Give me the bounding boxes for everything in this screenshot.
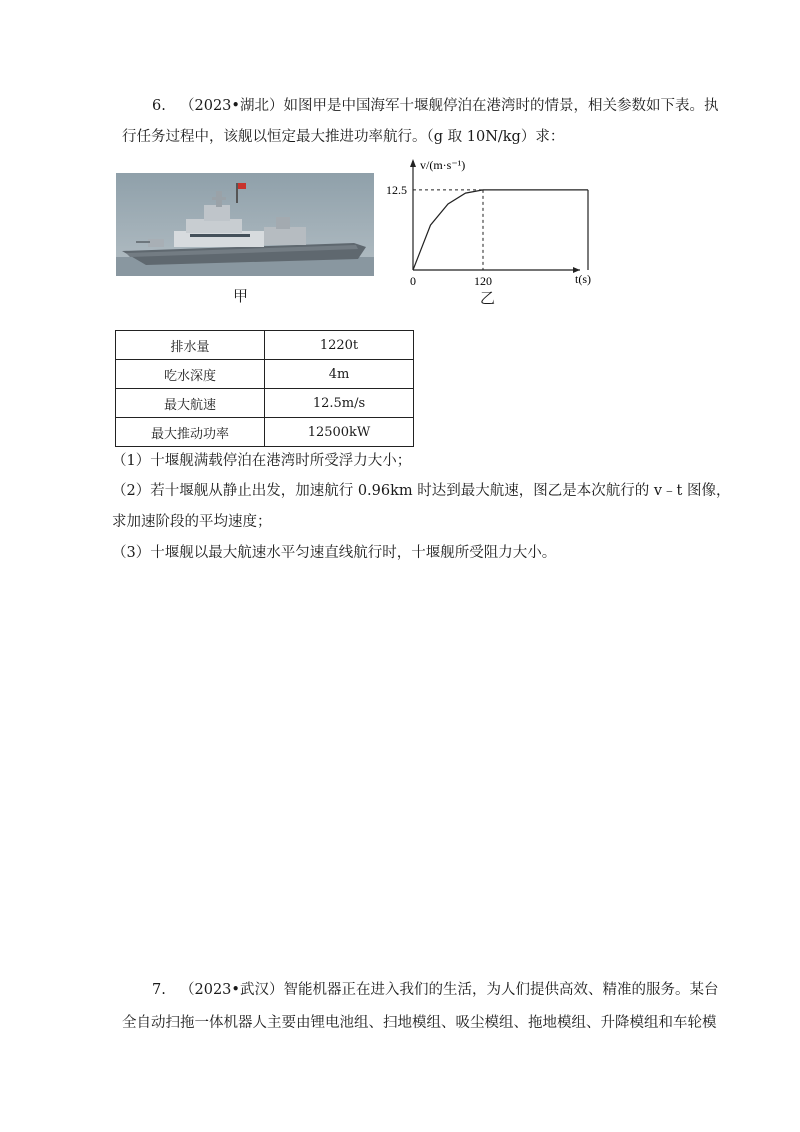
x-tick-label: 120 (474, 274, 492, 288)
q6-number: 6. (152, 98, 166, 114)
table-row (116, 418, 414, 447)
origin-label: 0 (410, 274, 416, 288)
warship-photo (116, 173, 374, 276)
figure-jia-caption: 甲 (233, 287, 249, 305)
table-cell-value: 12.5m/s (265, 389, 414, 418)
table-cell-label: 最大航速 (116, 389, 265, 418)
q6-stem-line1: （2023•湖北）如图甲是中国海军十堰舰停泊在港湾时的情景，相关参数如下表。执 (180, 98, 719, 114)
table-cell-value: 4m (265, 360, 414, 389)
table-cell-label: 吃水深度 (116, 360, 265, 389)
table-row (116, 331, 414, 360)
table-cell-label: 最大推动功率 (116, 418, 265, 447)
table-row (116, 389, 414, 418)
y-tick-label: 12.5 (386, 182, 407, 197)
q6-subquestion-3: （3）十堰舰以最大航速水平匀速直线航行时，十堰舰所受阻力大小。 (112, 545, 557, 561)
y-axis-arrow (410, 159, 416, 167)
q6-subquestion-2-line2: 求加速阶段的平均速度； (112, 514, 272, 530)
table-cell-value: 12500kW (265, 418, 414, 447)
figure-yi-caption: 乙 (480, 289, 496, 307)
q6-subquestion-2-line1: （2）若十堰舰从静止出发，加速航行 0.96km 时达到最大航速，图乙是本次航行的 v﹣t 图像， (112, 483, 731, 499)
vt-graph (380, 155, 610, 295)
table-cell-label: 排水量 (116, 331, 265, 360)
q7-stem-line2: 全自动扫拖一体机器人主要由锂电池组、扫地模组、吸尘模组、拖地模组、升降模组和车轮模 (122, 1015, 717, 1031)
table-row (116, 360, 414, 389)
y-axis-label: v/(m·s⁻¹) (420, 158, 466, 172)
q6-stem-line2: 行任务过程中，该舰以恒定最大推进功率航行。（g 取 10N/kg）求： (122, 129, 565, 145)
vt-graph-svg (380, 155, 610, 295)
ship-parameter-table (115, 330, 414, 447)
table-cell-value: 1220t (265, 331, 414, 360)
velocity-series-line (413, 190, 588, 270)
q7-stem-line1: （2023•武汉）智能机器正在进入我们的生活，为人们提供高效、精准的服务。某台 (180, 982, 719, 998)
q7-number: 7. (152, 982, 166, 998)
q6-subquestion-1: （1）十堰舰满载停泊在港湾时所受浮力大小； (112, 453, 412, 469)
x-axis-label: t(s) (575, 272, 591, 286)
